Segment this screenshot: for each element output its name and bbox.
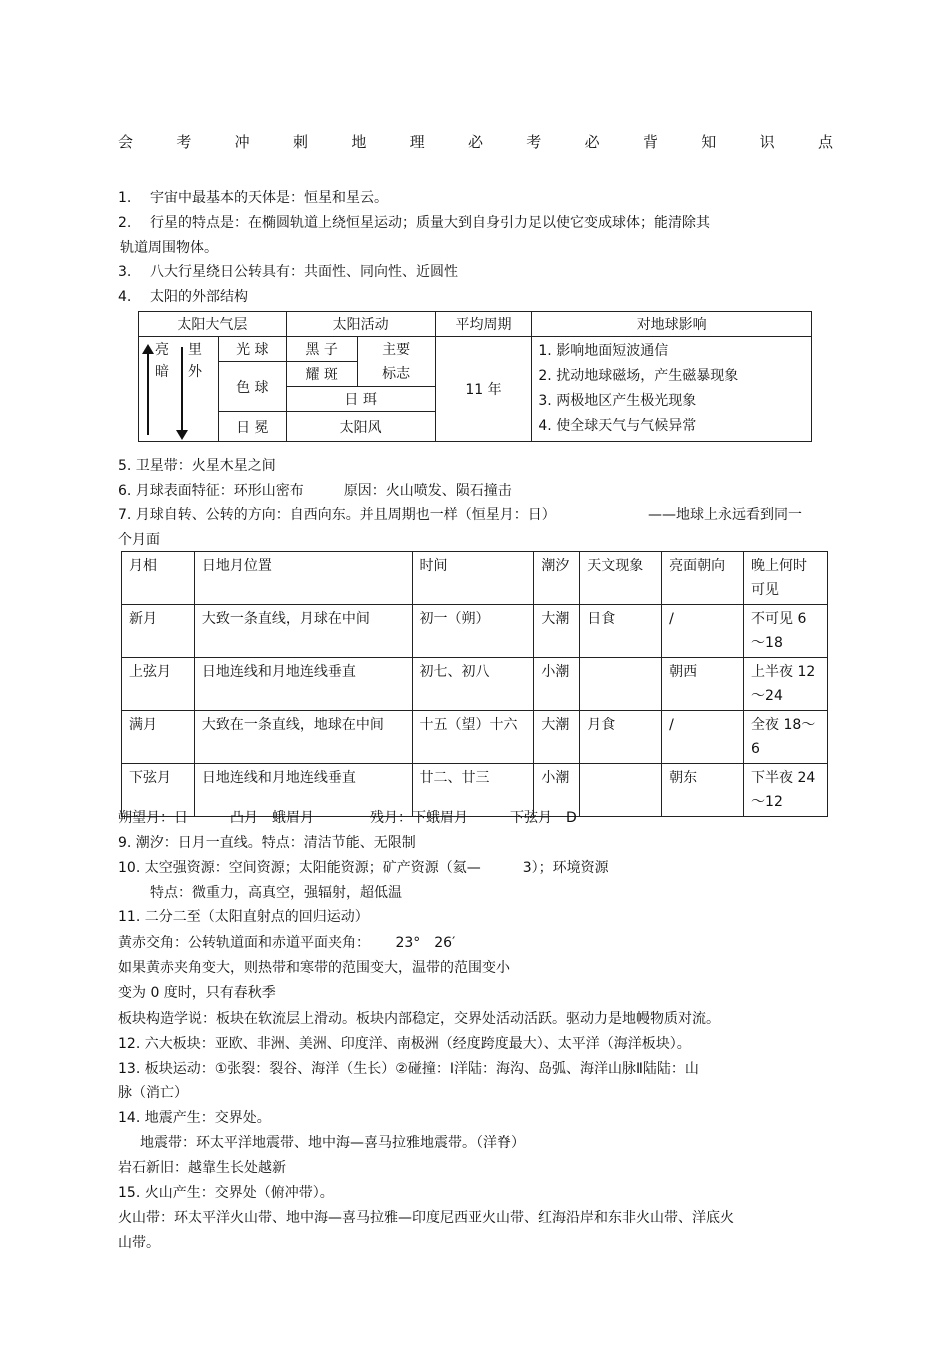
title-char: 地	[351, 133, 367, 151]
header-cell: 潮汐	[534, 552, 580, 605]
item-number: 3.	[118, 264, 132, 280]
title-char: 必	[467, 133, 483, 151]
text-line: 地震带：环太平洋地震带、地中海—喜马拉雅地震带。（洋脊）	[140, 1135, 525, 1151]
table-cell: 朝西	[662, 658, 744, 711]
moon-phase-table	[121, 551, 828, 817]
table-cell: 大潮	[534, 605, 580, 658]
period-cell: 11 年	[435, 337, 532, 442]
table-cell: 大致一条直线，月球在中间	[194, 605, 412, 658]
item-text: 太阳的外部结构	[150, 289, 248, 305]
line-5: 5. 卫星带：火星木星之间	[118, 458, 276, 474]
impact-item: 3. 两极地区产生极光现象	[538, 393, 697, 409]
text-line: 板块构造学说：板块在软流层上滑动。板块内部稳定，交界处活动活跃。驱动力是地幔物质对流。	[118, 1011, 720, 1027]
item-number: 4.	[118, 289, 132, 305]
main-mark-text: 主要	[382, 341, 411, 358]
sun-structure-table	[138, 311, 812, 442]
header-cell: 天文现象	[580, 552, 662, 605]
header-cell: 时间	[412, 552, 534, 605]
title-char: 必	[584, 133, 600, 151]
dark-label: 暗	[155, 364, 169, 380]
impact-cell	[532, 337, 812, 442]
layer-chromosphere: 色 球	[218, 362, 286, 412]
line-7-continued: 个月面	[118, 532, 160, 548]
title-char: 冲	[234, 133, 250, 151]
table-cell: 廿二、廿三	[412, 764, 534, 817]
line-6	[118, 481, 512, 501]
activity-sunspot: 黑 子	[286, 337, 357, 362]
table-row	[122, 605, 828, 658]
table-header-row	[139, 312, 812, 337]
table-cell: 新月	[122, 605, 195, 658]
title-char: 刺	[292, 133, 308, 151]
main-mark-text: 标志	[382, 365, 411, 382]
text-line: 变为 0 度时，只有春秋季	[118, 985, 276, 1001]
text-line: 山带。	[118, 1235, 160, 1251]
table-cell: 月食	[580, 711, 662, 764]
title-char: 考	[176, 133, 192, 151]
title-char: 识	[759, 133, 775, 151]
item-number: 1.	[118, 190, 132, 206]
header-cell: 平均周期	[435, 312, 532, 337]
page-title	[118, 131, 833, 152]
item-1	[118, 188, 388, 208]
table-cell: 下弦月	[122, 764, 195, 817]
table-cell	[580, 764, 662, 817]
item-2	[118, 213, 710, 233]
line-6-reason: 原因：火山喷发、陨石撞击	[343, 483, 512, 499]
text-line: 黄赤交角：公转轨道面和赤道平面夹角： 23° 26′	[118, 935, 456, 951]
table-cell: 满月	[122, 711, 195, 764]
table-cell: 大致在一条直线，地球在中间	[194, 711, 412, 764]
down-arrow-icon	[181, 347, 183, 431]
table-cell: 朝东	[662, 764, 744, 817]
impact-item: 1. 影响地面短波通信	[538, 343, 669, 359]
table-cell: 不可见 6～18	[744, 605, 828, 658]
table-row	[122, 711, 828, 764]
text-line: 14. 地震产生：交界处。	[118, 1110, 271, 1126]
title-char: 理	[409, 133, 425, 151]
title-char: 考	[526, 133, 542, 151]
table-cell: 全夜 18～6	[744, 711, 828, 764]
text-line: 10. 太空强资源：空间资源；太阳能资源；矿产资源（氦— 3）；环境资源	[118, 860, 609, 876]
table-row	[139, 337, 812, 362]
activity-flare: 耀 斑	[286, 362, 357, 387]
header-cell: 晚上何时可见	[744, 552, 828, 605]
item-3	[118, 262, 458, 282]
table-cell: 十五（望）十六	[412, 711, 534, 764]
table-cell: /	[662, 711, 744, 764]
text-line: 15. 火山产生：交界处（俯冲带）。	[118, 1185, 334, 1201]
table-cell: 日地连线和月地连线垂直	[194, 764, 412, 817]
text-line: 如果黄赤夹角变大，则热带和寒带的范围变大，温带的范围变小	[118, 960, 510, 976]
text-line: 朔望月：日 凸月 蛾眉月 残月：下蛾眉月 下弦月 D	[118, 810, 577, 826]
table-cell: /	[662, 605, 744, 658]
line-7-tail: ——地球上永远看到同一	[648, 507, 802, 523]
text-line: 特点：微重力，高真空，强辐射，超低温	[150, 885, 402, 901]
table-cell: 初七、初八	[412, 658, 534, 711]
table-cell: 初一（朔）	[412, 605, 534, 658]
text-line: 11. 二分二至（太阳直射点的回归运动）	[118, 909, 369, 925]
header-cell: 太阳大气层	[139, 312, 287, 337]
header-cell: 太阳活动	[286, 312, 435, 337]
text-line: 火山带：环太平洋火山带、地中海—喜马拉雅—印度尼西亚火山带、红海沿岸和东非火山带、洋底火	[118, 1210, 734, 1226]
inner-label: 里	[188, 342, 202, 358]
layer-corona: 日 冕	[218, 412, 286, 442]
header-cell: 对地球影响	[532, 312, 812, 337]
activity-solar-wind: 太阳风	[286, 412, 435, 442]
impact-item: 4. 使全球天气与气候异常	[538, 418, 697, 434]
title-char: 点	[817, 133, 833, 151]
title-char: 背	[642, 133, 658, 151]
table-cell: 日地连线和月地连线垂直	[194, 658, 412, 711]
impact-item: 2. 扰动地球磁场，产生磁暴现象	[538, 368, 739, 384]
table-cell: 上半夜 12～24	[744, 658, 828, 711]
item-4	[118, 287, 248, 307]
line-6-text: 6. 月球表面特征：环形山密布	[118, 483, 304, 499]
text-line: 岩石新旧：越靠生长处越新	[118, 1160, 286, 1176]
main-mark-cell	[357, 337, 435, 387]
brightness-depth-cell	[139, 337, 219, 442]
table-cell: 下半夜 24～12	[744, 764, 828, 817]
table-cell: 小潮	[534, 658, 580, 711]
table-cell: 大潮	[534, 711, 580, 764]
item-text: 行星的特点是：在椭圆轨道上绕恒星运动；质量大到自身引力足以使它变成球体；能清除其	[150, 215, 710, 231]
header-cell: 亮面朝向	[662, 552, 744, 605]
table-header-row	[122, 552, 828, 605]
up-arrow-icon	[147, 353, 149, 435]
table-cell	[580, 658, 662, 711]
text-line: 13. 板块运动：①张裂：裂谷、海洋（生长）②碰撞：Ⅰ洋陆：海沟、岛弧、海洋山脉Ⅱ陆陆：山	[118, 1061, 699, 1077]
text-line: 9. 潮汐：日月一直线。特点：清洁节能、无限制	[118, 835, 416, 851]
header-cell: 日地月位置	[194, 552, 412, 605]
table-cell: 日食	[580, 605, 662, 658]
outer-label: 外	[188, 364, 202, 380]
header-cell: 月相	[122, 552, 195, 605]
line-7: 7. 月球自转、公转的方向：自西向东。并且周期也一样（恒星月：日）	[118, 507, 556, 523]
title-char: 会	[118, 133, 134, 151]
item-text: 八大行星绕日公转具有：共面性、同向性、近圆性	[150, 264, 458, 280]
text-line: 12. 六大板块：亚欧、非洲、美洲、印度洋、南极洲（经度跨度最大）、太平洋（海洋板块）。	[118, 1036, 691, 1052]
table-cell: 小潮	[534, 764, 580, 817]
bright-label: 亮	[155, 342, 169, 358]
text-line: 脉（消亡）	[118, 1085, 188, 1101]
table-row	[122, 658, 828, 711]
item-2-continued: 轨道周围物体。	[120, 240, 218, 256]
table-cell: 上弦月	[122, 658, 195, 711]
activity-prominence: 日 珥	[286, 387, 435, 412]
title-char: 知	[701, 133, 717, 151]
layer-photosphere: 光 球	[218, 337, 286, 362]
item-number: 2.	[118, 215, 132, 231]
item-text: 宇宙中最基本的天体是：恒星和星云。	[150, 190, 388, 206]
